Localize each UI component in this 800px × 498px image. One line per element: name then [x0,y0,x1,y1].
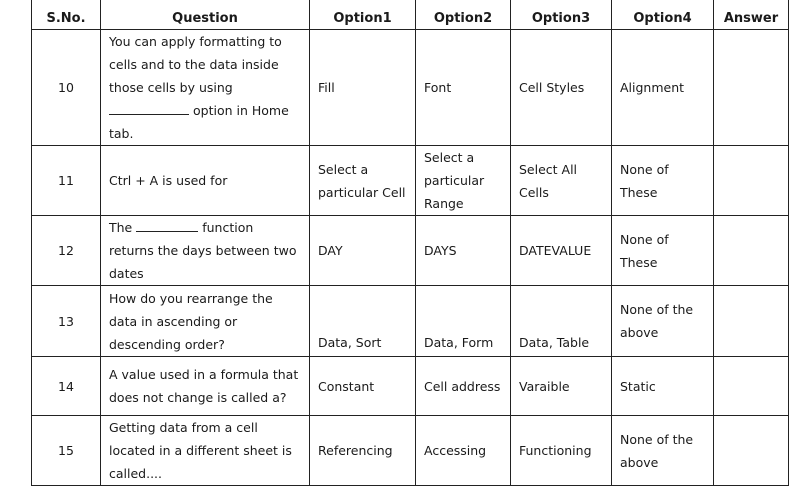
sno-cell: 13 [32,286,101,357]
option1-cell: Constant [310,357,416,416]
option2-cell: DAYS [416,216,511,286]
option3-cell: Select All Cells [511,146,612,216]
option2-cell: Accessing [416,416,511,486]
header-option4: Option4 [612,0,714,30]
sno-cell: 12 [32,216,101,286]
header-question: Question [101,0,310,30]
option4-cell: None of These [612,216,714,286]
table-row [32,216,789,286]
option3-cell: Cell Styles [511,30,612,146]
question-cell: A value used in a formula that does not change is called a? [101,357,310,416]
option4-cell: None of These [612,146,714,216]
sno-cell: 15 [32,416,101,486]
sno-cell: 10 [32,30,101,146]
header-option1: Option1 [310,0,416,30]
option3-cell: Varaible [511,357,612,416]
option3-cell: Data, Table [511,286,612,357]
sno-cell: 14 [32,357,101,416]
option2-cell: Cell address [416,357,511,416]
question-cell [101,216,310,286]
blank-line [109,102,189,115]
option4-cell: None of the above [612,416,714,486]
question-cell: Getting data from a cell located in a different sheet is called.... [101,416,310,486]
answer-cell[interactable] [714,286,789,357]
question-text-part: option in Home tab. [109,103,289,141]
option4-cell: Static [612,357,714,416]
header-sno: S.No. [32,0,101,30]
answer-cell[interactable] [714,30,789,146]
option1-cell: Data, Sort [310,286,416,357]
question-cell: How do you rearrange the data in ascending or descending order? [101,286,310,357]
header-option3: Option3 [511,0,612,30]
header-row [32,0,789,30]
table-row [32,357,789,416]
option1-cell: Fill [310,30,416,146]
option2-cell: Select a particular Range [416,146,511,216]
option3-cell: Functioning [511,416,612,486]
question-text-part: function returns the days between two dates [109,220,297,281]
question-cell: Ctrl + A is used for [101,146,310,216]
table-row [32,146,789,216]
option1-cell: DAY [310,216,416,286]
option1-cell: Referencing [310,416,416,486]
question-cell [101,30,310,146]
answer-cell[interactable] [714,216,789,286]
option1-cell: Select a particular Cell [310,146,416,216]
option3-cell: DATEVALUE [511,216,612,286]
question-text-part: You can apply formatting to cells and to the data inside those cells by using [109,34,282,95]
answer-cell[interactable] [714,357,789,416]
option4-cell: Alignment [612,30,714,146]
header-answer: Answer [714,0,789,30]
quiz-table [31,0,789,486]
option2-cell: Font [416,30,511,146]
option2-cell: Data, Form [416,286,511,357]
question-text-part: The [109,220,133,235]
header-option2: Option2 [416,0,511,30]
answer-cell[interactable] [714,146,789,216]
answer-cell[interactable] [714,416,789,486]
table-row [32,286,789,357]
option4-cell: None of the above [612,286,714,357]
sno-cell: 11 [32,146,101,216]
table-row [32,416,789,486]
table-row [32,30,789,146]
blank-line [136,219,198,232]
